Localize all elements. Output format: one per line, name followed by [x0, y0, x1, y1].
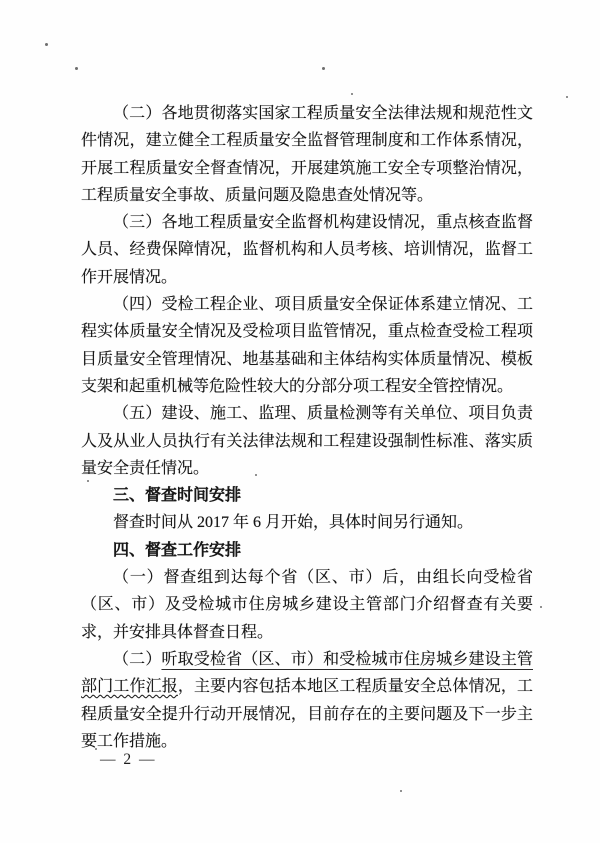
paragraph-w1-line-2: （区、市）及受检城市住房城乡建设主管部门介绍督查有关要 — [81, 596, 533, 614]
paragraph-w2-line-3: 程质量安全提升行动开展情况，目前存在的主要问题及下一步主 — [81, 705, 533, 723]
paragraph-w1-line-3: 求，并安排具体督查日程。 — [81, 623, 274, 641]
paragraph-5-line-1: （五）建设、施工、监理、质量检测等有关单位、项目负责 — [113, 405, 533, 423]
noise-dot — [566, 96, 568, 98]
paragraph-4-line-3: 目质量安全管理情况、地基基础和主体结构实体质量情况、模板 — [81, 350, 533, 368]
section-heading-3: 三、督查时间安排 — [113, 487, 242, 505]
paragraph-3-line-3: 作开展情况。 — [81, 268, 178, 286]
pen-underlined-text: 听取受检省（区、市）和受检城市住房城乡建设主管 — [161, 650, 533, 668]
paragraph-5-line-3: 量安全责任情况。 — [81, 459, 210, 477]
paragraph-w2-line-4: 要工作措施。 — [81, 732, 178, 750]
paragraph-2-line-1: （二）各地贯彻落实国家工程质量安全法律法规和规范性文 — [113, 105, 533, 122]
paragraph-w2-line1-prefix: （二） — [113, 650, 162, 668]
noise-dot — [351, 93, 353, 95]
inspection-time-line: 督查时间从 2017 年 6 月开始，具体时间另行通知。 — [113, 514, 474, 532]
paragraph-w2-line-1 — [81, 646, 533, 673]
paragraph-4-line-4: 支架和起重机械等危险性较大的分部分项工程安全管控情况。 — [81, 377, 514, 395]
section-heading-4: 四、督查工作安排 — [113, 541, 242, 559]
noise-dot — [322, 67, 325, 70]
paragraph-4-line-2: 程实体质量安全情况及受检项目监管情况，重点检查受检工程项 — [81, 323, 533, 341]
paragraph-2-line-3: 开展工程质量安全督查情况，开展建筑施工安全专项整治情况， — [81, 159, 533, 177]
paragraph-w2-line-2 — [81, 673, 533, 700]
paragraph-w1-line-1: （一）督查组到达每个省（区、市）后，由组长向受检省 — [113, 569, 533, 587]
page-number: — 2 — — [100, 751, 157, 768]
pen-wavy-underlined-text: 部门工作汇报 — [81, 678, 178, 696]
paragraph-2-line-4: 工程质量安全事故、质量问题及隐患查处情况等。 — [81, 186, 434, 204]
noise-dot — [400, 790, 402, 792]
noise-dot — [45, 43, 48, 46]
paragraph-2-line-2: 件情况，建立健全工程质量安全监督管理制度和工作体系情况， — [81, 132, 533, 150]
noise-dot — [75, 67, 78, 70]
document-body — [81, 100, 533, 755]
paragraph-3-line-2: 人员、经费保障情况，监督机构和人员考核、培训情况，监督工 — [81, 241, 533, 259]
paragraph-4-line-1: （四）受检工程企业、项目质量安全保证体系建立情况、工 — [113, 296, 533, 314]
paragraph-w2-line2-rest: ，主要内容包括本地区工程质量安全总体情况，工 — [177, 678, 533, 696]
paragraph-5-line-2: 人及从业人员执行有关法律法规和工程建设强制性标准、落实质 — [81, 432, 533, 450]
noise-dot — [540, 606, 542, 608]
paragraph-3-line-1: （三）各地工程质量安全监督机构建设情况，重点核查监督 — [113, 214, 533, 232]
